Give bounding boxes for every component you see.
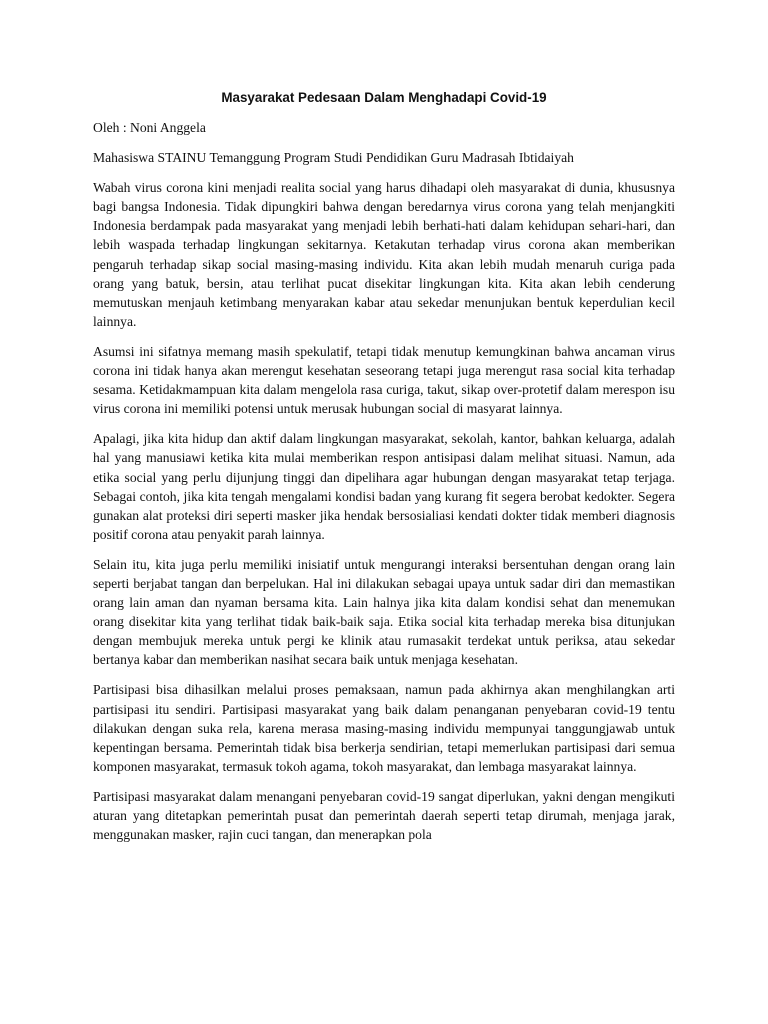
paragraph-4: Selain itu, kita juga perlu memiliki inisiatif untuk mengurangi interaksi bersentuhan dengan orang lain seperti berjabat tangan dan berpelukan. Hal ini dilakukan sebagai upaya untuk sadar diri dan memastikan orang lain aman dan nyaman bersama kita. Lain halnya jika kita dalam kondisi sehat dan menemukan orang disekitar kita yang terlihat tidak baik-baik saja. Etika social kita terhadap mereka bisa ditunjukan dengan membujuk mereka untuk pergi ke klinik atau rumasakit terdekat untuk periksa, atau sekedar bertanya kabar dan memberikan nasihat secara baik untuk menjaga kesehatan. [93,556,675,668]
affiliation-line: Mahasiswa STAINU Temanggung Program Studi Pendidikan Guru Madrasah Ibtidaiyah [93,150,574,166]
author-line: Oleh : Noni Anggela [93,120,206,135]
paragraph-6: Partisipasi masyarakat dalam menangani penyebaran covid-19 sangat diperlukan, yakni dengan mengikuti aturan yang ditetapkan pemerintah pusat dan pemerintah daerah seperti tetap dirumah, menjaga jarak, menggunakan masker, rajin cuci tangan, dan menerapkan pola [93,788,675,843]
document-title: Masyarakat Pedesaan Dalam Menghadapi Covid-19 [221,90,547,105]
paragraph-1: Wabah virus corona kini menjadi realita social yang harus dihadapi oleh masyarakat di dunia, khususnya bagi bangsa Indonesia. Tidak dipungkiri bahwa dengan beredarnya virus corona yang telah menjangkiti Indonesia berdampak pada masyarakat yang menjadi lebih berhati-hati dalam kehidupan sehari-hari, dan lebih waspada terhadap lingkungan sekitarnya. Ketakutan terhadap virus corona akan memberikan pengaruh terhadap sikap social masing-masing individu. Kita akan lebih mudah menaruh curiga pada orang yang batuk, bersin, atau terlihat pucat disekitar lingkungan kita. Kita akan lebih cenderung memutuskan menjauh ketimbang menyarakan kabar atau sekedar menunjukan bentuk keperdulian kecil lainnya. [93,180,675,329]
paragraph-3: Apalagi, jika kita hidup dan aktif dalam lingkungan masyarakat, sekolah, kantor, bahkan keluarga, adalah hal yang manusiawi ketika kita mulai memberikan respon antisipasi dalam melihat situasi. Namun, ada etika social yang perlu dijunjung tinggi dan dipelihara agar hubungan dengan masyarakat tetap terjaga. Sebagai contoh, jika kita tengah mengalami kondisi badan yang kurang fit segera berobat kedokter. Segera gunakan alat proteksi diri seperti masker jika hendak bersosialiasi kendati dokter tidak memberi diagnosis positif corona atau penyakit parah lainnya. [93,431,675,542]
paragraph-5: Partisipasi bisa dihasilkan melalui proses pemaksaan, namun pada akhirnya akan menghilangkan arti partisipasi itu sendiri. Partisipasi masyarakat yang baik dalam penanganan penyebaran covid-19 tentu dilakukan dengan suka rela, karena merasa masing-masing individu mempunyai tanggungjawab untuk kepentingan bersama. Pemerintah tidak bisa berkerja sendirian, tetapi memerlukan partisipasi dari semua komponen masyarakat, termasuk tokoh agama, tokoh masyarakat, dan lembaga masyarakat lainnya. [93,682,675,774]
document-body [93,88,675,855]
paragraph-2: Asumsi ini sifatnya memang masih spekulatif, tetapi tidak menutup kemungkinan bahwa ancaman virus corona ini tidak hanya akan merengut kesehatan seseorang tetapi juga merengut rasa social kita terhadap sesama. Ketidakmampuan kita dalam mengelola rasa curiga, takut, sikap over-protetif dalam merespon isu virus corona ini memiliki potensi untuk merusak hubungan social di masyarat lainnya. [93,343,675,417]
